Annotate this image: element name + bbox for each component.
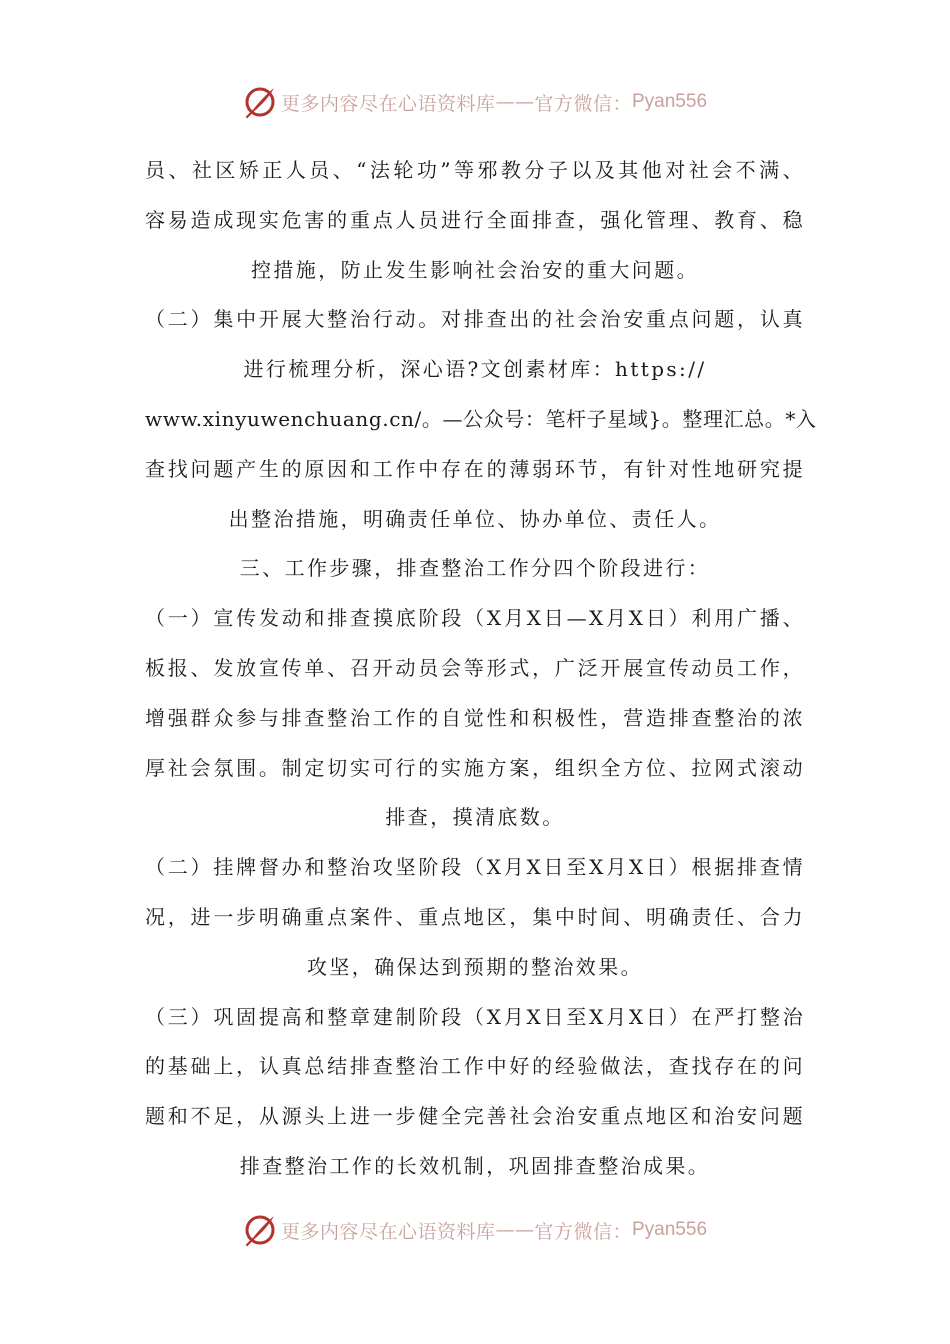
banner-dash: —— — [495, 1219, 535, 1241]
footer-banner — [0, 1208, 950, 1252]
banner-brand-text: 更多内容尽在心语资料库 — [280, 1220, 496, 1243]
text-line: 的基础上，认真总结排查整治工作中好的经验做法，查找存在的问 — [145, 1054, 805, 1079]
banner-wechat-id: Pyan556 — [632, 91, 708, 112]
document-body — [145, 146, 817, 1192]
banner-brand-text: 更多内容尽在心语资料库 — [280, 92, 496, 115]
quill-logo-icon — [243, 85, 277, 119]
text-line: （二）挂牌督办和整治攻坚阶段（X月X日至X月X日）根据排查情 — [145, 855, 805, 880]
text-line: 攻坚，确保达到预期的整治效果。 — [307, 954, 643, 979]
header-banner — [0, 80, 950, 124]
text-line: 况，进一步明确重点案件、重点地区，集中时间、明确责任、合力 — [145, 904, 805, 929]
text-line: 进行梳理分析，深心语?文创素材库：https:// — [243, 357, 707, 382]
text-line: 排查整治工作的长效机制，巩固排查整治成果。 — [239, 1153, 711, 1178]
text-line: （二）集中开展大整治行动。对排查出的社会治安重点问题，认真 — [145, 307, 805, 332]
section-heading: 三、工作步骤，排查整治工作分四个阶段进行： — [239, 556, 711, 581]
text-line: 增强群众参与排查整治工作的自觉性和积极性，营造排查整治的浓 — [145, 705, 805, 730]
quill-logo-icon — [243, 1213, 277, 1247]
text-line: 排查，摸清底数。 — [385, 805, 565, 830]
text-line: 控措施，防止发生影响社会治安的重大问题。 — [251, 257, 699, 282]
banner-dash: —— — [495, 91, 535, 113]
banner-wechat-label: 官方微信： — [534, 1220, 632, 1243]
banner-wechat-id: Pyan556 — [632, 1219, 708, 1240]
text-line: 出整治措施，明确责任单位、协办单位、责任人。 — [228, 506, 722, 531]
text-line: 查找问题产生的原因和工作中存在的薄弱环节，有针对性地研究提 — [145, 456, 805, 481]
text-line: www.xinyuwenchuang.cn/。—公众号：笔杆子星域}。整理汇总。*入 — [145, 406, 817, 431]
text-line: 厚社会氛围。制定切实可行的实施方案，组织全方位、拉网式滚动 — [145, 755, 805, 780]
text-line: （一）宣传发动和排查摸底阶段（X月X日—X月X日）利用广播、 — [145, 606, 805, 631]
text-line: （三）巩固提高和整章建制阶段（X月X日至X月X日）在严打整治 — [145, 1004, 805, 1029]
text-line: 题和不足，从源头上进一步健全完善社会治安重点地区和治安问题 — [145, 1104, 805, 1129]
text-line: 员、社区矫正人员、“法轮功”等邪教分子以及其他对社会不满、 — [145, 158, 805, 182]
text-line: 板报、发放宣传单、召开动员会等形式，广泛开展宣传动员工作， — [145, 655, 805, 680]
text-line: 容易造成现实危害的重点人员进行全面排查，强化管理、教育、稳 — [145, 207, 805, 232]
banner-wechat-label: 官方微信： — [534, 92, 632, 115]
